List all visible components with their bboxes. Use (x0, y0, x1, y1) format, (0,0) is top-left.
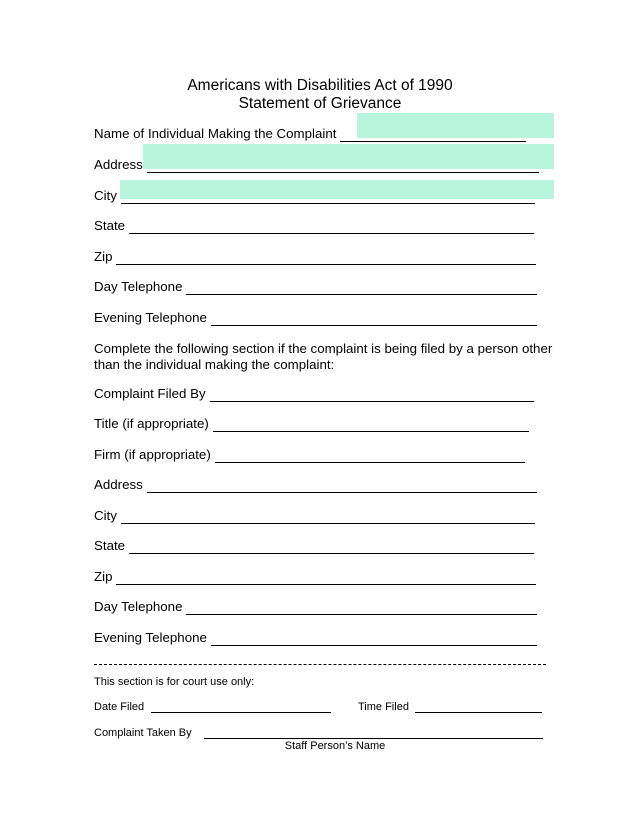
filer-state-line[interactable] (129, 541, 534, 554)
taken-by-label: Complaint Taken By (94, 727, 192, 739)
court-use-note: This section is for court use only: (94, 676, 255, 688)
city-line (121, 191, 535, 204)
zip-label: Zip (94, 249, 113, 264)
date-filed-label: Date Filed (94, 701, 145, 713)
address-row (94, 157, 539, 173)
filer-city-row (94, 508, 535, 524)
filer-address-row (94, 477, 537, 493)
section-divider (94, 664, 546, 665)
filed-by-line[interactable] (210, 389, 534, 402)
instructions-text: Complete the following section if the complaint is being filed by a person other than the individual making the complaint: (94, 341, 553, 372)
staff-caption: Staff Person’s Name (284, 740, 386, 752)
address-line (147, 160, 539, 173)
date-filed-line[interactable] (151, 712, 331, 713)
filer-zip-line[interactable] (116, 572, 536, 585)
filer-zip-label: Zip (94, 569, 113, 584)
title-row (94, 416, 529, 432)
firm-label: Firm (if appropriate) (94, 447, 211, 462)
evening-phone-row (94, 310, 537, 326)
state-row (94, 218, 534, 234)
name-row (94, 126, 526, 142)
name-line (340, 129, 526, 142)
filer-state-label: State (94, 538, 126, 553)
filer-city-label: City (94, 508, 117, 523)
day-phone-label: Day Telephone (94, 279, 183, 294)
time-filed-line[interactable] (415, 712, 542, 713)
evening-phone-line[interactable] (211, 313, 537, 326)
title-line[interactable] (213, 419, 529, 432)
zip-line[interactable] (116, 252, 536, 265)
filer-address-line[interactable] (147, 480, 537, 493)
evening-phone-label: Evening Telephone (94, 310, 207, 325)
filer-day-phone-label: Day Telephone (94, 599, 183, 614)
filer-state-row (94, 538, 534, 554)
filer-evening-phone-line[interactable] (211, 633, 537, 646)
title-label: Title (if appropriate) (94, 416, 209, 431)
filer-day-phone-line[interactable] (186, 602, 537, 615)
form-title: Americans with Disabilities Act of 1990 (187, 77, 453, 94)
filed-by-row (94, 386, 534, 402)
city-row (94, 188, 535, 204)
firm-line[interactable] (215, 450, 525, 463)
state-label: State (94, 218, 126, 233)
filer-zip-row (94, 569, 536, 585)
time-filed-label: Time Filed (358, 701, 409, 713)
day-phone-line[interactable] (186, 282, 537, 295)
taken-by-line[interactable] (204, 738, 543, 739)
filer-city-line[interactable] (121, 511, 535, 524)
address-label: Address (94, 157, 143, 172)
state-line[interactable] (129, 221, 534, 234)
city-label: City (94, 188, 117, 203)
filer-day-phone-row (94, 599, 537, 615)
filer-address-label: Address (94, 477, 143, 492)
day-phone-row (94, 279, 537, 295)
name-label: Name of Individual Making the Complaint (94, 126, 337, 141)
filer-evening-phone-label: Evening Telephone (94, 630, 207, 645)
filed-by-label: Complaint Filed By (94, 386, 206, 401)
filer-evening-phone-row (94, 630, 537, 646)
zip-row (94, 249, 536, 265)
form-subtitle: Statement of Grievance (238, 95, 402, 112)
firm-row (94, 447, 525, 463)
